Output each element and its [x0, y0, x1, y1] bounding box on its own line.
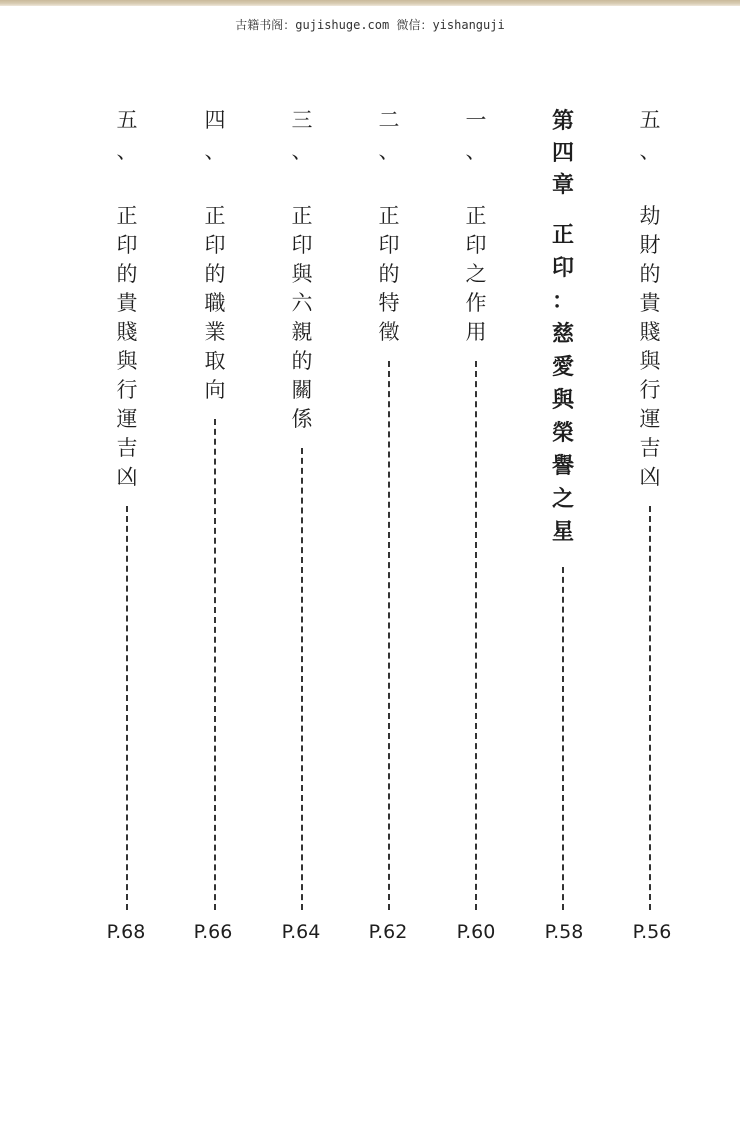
entry-title-char: 印: [204, 233, 226, 257]
dotted-leader: [388, 361, 390, 910]
entry-title-char: ：: [551, 288, 574, 314]
entry-title-char: 與: [116, 349, 138, 373]
entry-title-char: 賤: [639, 320, 661, 344]
entry-title-char: 愛: [551, 354, 574, 380]
entry-title-char: 職: [204, 291, 226, 315]
entry-title-char: 正: [116, 204, 138, 228]
entry-title-char: 取: [204, 349, 226, 373]
entry-title-char: 行: [116, 378, 138, 402]
entry-title-char: 之: [551, 486, 574, 512]
entry-number-char: 四: [551, 140, 574, 166]
entry-number-char: 二: [378, 108, 400, 132]
entry-title-char: 正: [378, 204, 400, 228]
dotted-leader: [475, 361, 477, 910]
entry-number-char: 五: [639, 108, 661, 132]
dotted-leader: [649, 506, 651, 910]
entry-title-char: 與: [639, 349, 661, 373]
toc-entry-text: [107, 105, 147, 492]
entry-title-char: 印: [551, 255, 574, 281]
entry-title-char: 吉: [116, 436, 138, 460]
entry-title-char: 財: [639, 233, 661, 257]
page-number: P.62: [368, 921, 408, 943]
entry-title-char: 正: [204, 204, 226, 228]
entry-title-char: 的: [639, 262, 661, 286]
entry-number-char: 、: [639, 139, 661, 163]
entry-title-char: 與: [551, 387, 574, 413]
entry-number-char: 五: [116, 108, 138, 132]
entry-title-char: 之: [465, 262, 487, 286]
toc-entry-text: [282, 105, 322, 434]
toc-entry-sec-3[interactable]: [282, 105, 322, 915]
entry-number-char: 四: [204, 108, 226, 132]
entry-title-char: 運: [116, 407, 138, 431]
entry-title-char: 運: [639, 407, 661, 431]
watermark: 古籍书阁：gujishuge.com 微信：yishanguji: [235, 18, 505, 32]
toc-entry-chapter-4[interactable]: [543, 105, 583, 915]
entry-title-char: 與: [291, 262, 313, 286]
entry-title-char: 向: [204, 378, 226, 402]
entry-number-char: 章: [551, 172, 574, 198]
entry-title-char: 關: [291, 378, 313, 402]
dotted-leader: [214, 419, 216, 910]
entry-number-char: 三: [291, 108, 313, 132]
entry-title-char: 賤: [116, 320, 138, 344]
entry-title-char: 印: [291, 233, 313, 257]
entry-title-char: 的: [116, 262, 138, 286]
entry-title-char: 印: [116, 233, 138, 257]
entry-title-char: 譽: [551, 453, 574, 479]
toc-entry-text: [630, 105, 670, 492]
entry-number-char: 、: [204, 139, 226, 163]
entry-title-char: 的: [378, 262, 400, 286]
entry-number-char: 、: [291, 139, 313, 163]
page-number: P.60: [456, 921, 496, 943]
entry-number-char: 一: [465, 108, 487, 132]
page-number: P.64: [281, 921, 321, 943]
dotted-leader: [301, 448, 303, 910]
entry-title-char: 星: [551, 519, 574, 545]
toc-entry-prev-5[interactable]: [630, 105, 670, 915]
entry-title-char: 六: [291, 291, 313, 315]
toc-entry-text: [195, 105, 235, 405]
entry-title-char: 貴: [639, 291, 661, 315]
entry-title-char: 的: [291, 349, 313, 373]
entry-title-char: 慈: [551, 321, 574, 347]
entry-title-char: 係: [291, 407, 313, 431]
entry-title-char: 特: [378, 291, 400, 315]
entry-title-char: 正: [465, 204, 487, 228]
toc-entry-sec-5[interactable]: [107, 105, 147, 915]
entry-title-char: 親: [291, 320, 313, 344]
entry-title-char: 正: [291, 204, 313, 228]
entry-title-char: 正: [551, 222, 574, 248]
entry-title-char: 行: [639, 378, 661, 402]
page-number: P.66: [193, 921, 233, 943]
entry-title-char: 榮: [551, 420, 574, 446]
entry-title-char: 凶: [116, 465, 138, 489]
entry-number-char: 第: [551, 108, 574, 134]
toc-entry-sec-4[interactable]: [195, 105, 235, 915]
toc-entry-sec-2[interactable]: [369, 105, 409, 915]
page-number: P.68: [106, 921, 146, 943]
toc-entry-text: [369, 105, 409, 347]
entry-number-char: 、: [116, 139, 138, 163]
dotted-leader: [126, 506, 128, 910]
entry-title-char: 徵: [378, 320, 400, 344]
top-border: [0, 0, 740, 6]
entry-title-char: 凶: [639, 465, 661, 489]
page-number: P.56: [632, 921, 672, 943]
entry-title-char: 吉: [639, 436, 661, 460]
entry-title-char: 業: [204, 320, 226, 344]
entry-title-char: 用: [465, 320, 487, 344]
entry-title-char: 的: [204, 262, 226, 286]
toc-entry-sec-1[interactable]: [456, 105, 496, 915]
entry-number-char: 、: [378, 139, 400, 163]
entry-title-char: 劫: [639, 204, 661, 228]
entry-title-char: 印: [378, 233, 400, 257]
entry-title-char: 貴: [116, 291, 138, 315]
dotted-leader: [562, 567, 564, 910]
entry-title-char: 印: [465, 233, 487, 257]
page-number: P.58: [544, 921, 584, 943]
toc-entry-text: [456, 105, 496, 347]
toc-entry-text: [543, 105, 583, 549]
entry-number-char: 、: [465, 139, 487, 163]
entry-title-char: 作: [465, 291, 487, 315]
